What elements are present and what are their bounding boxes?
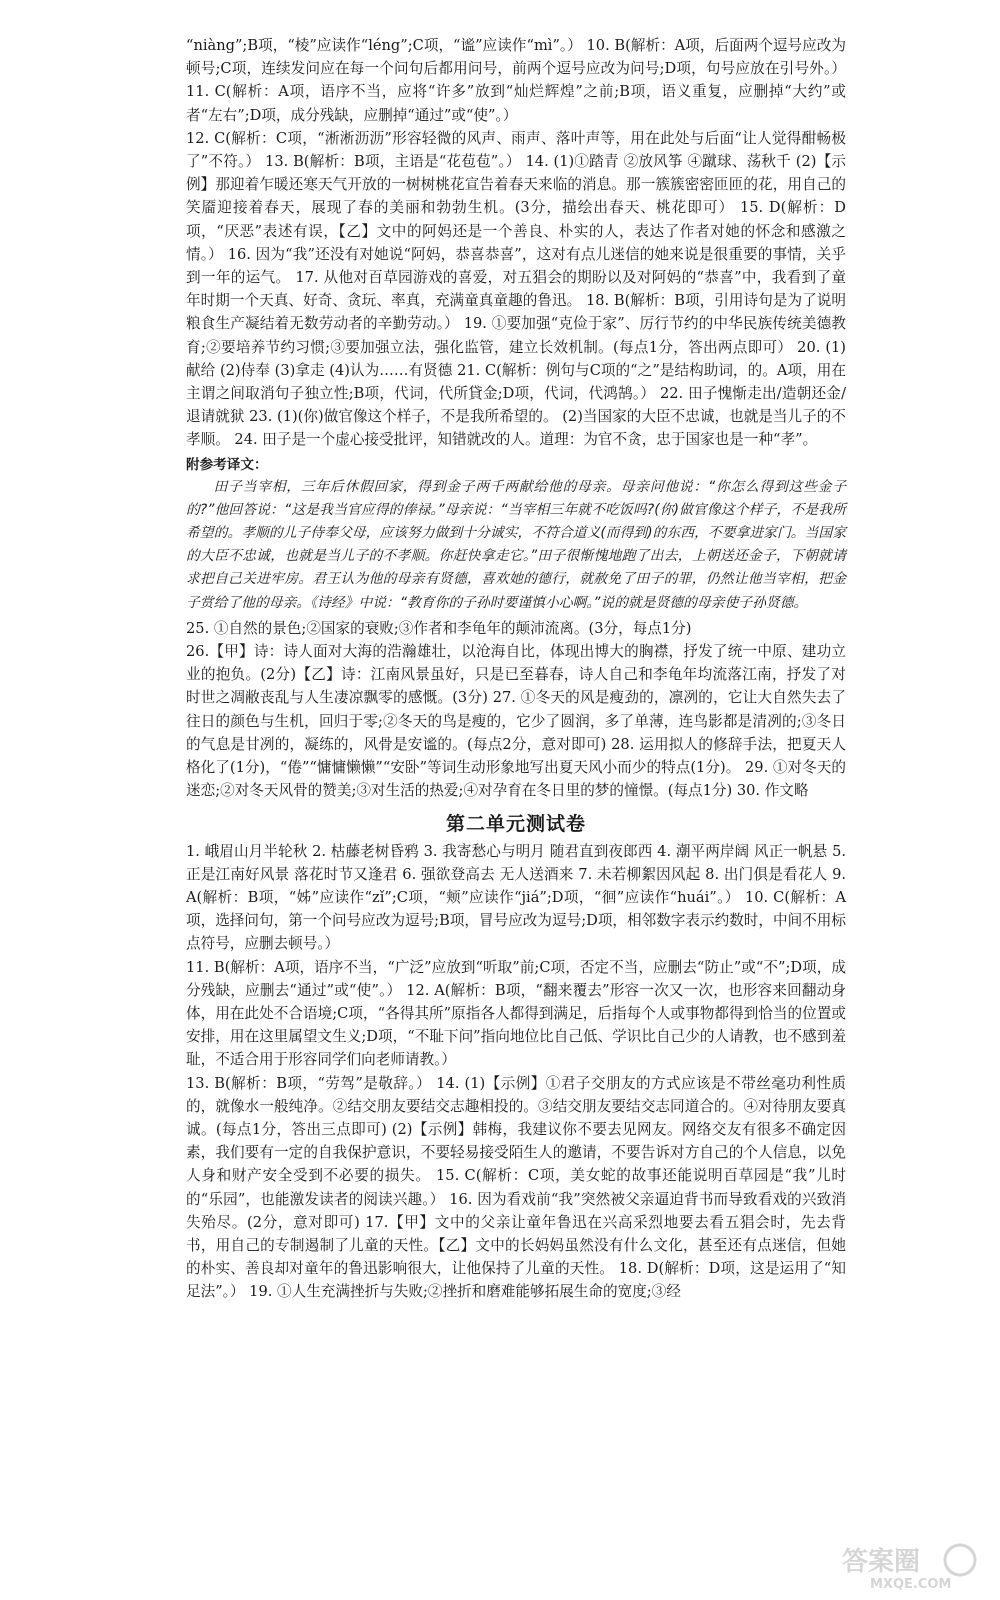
answer-paragraph-4: 26.【甲】诗：诗人面对大海的浩瀚雄壮，以沧海自比，体现出博大的胸襟，抒发了统一中原、建功立业的抱负。(2分)【乙】诗：江南风景虽好，只是已至暮春，诗人自己和李龟年均流落江南，抒发了对时世之凋敝丧乱与人生凄凉飘零的感慨。(3分) 27. ①冬天的风是瘦劲的，凛冽的，它让大自然失去了往日的颜色与生机，回归于零;②冬天的鸟是瘦的，它少了圆润，多了单薄，连鸟影都是清冽的;③冬日的气息是甘冽的，凝练的，风骨是安谧的。(每点2分，意对即可) 28. 运用拟人的修辞手法，把夏天人格化了(1分)，“倦”“慵慵懒懒”“安卧”等词生动形象地写出夏天风小而少的特点(1分)。 29. ①对冬天的迷恋;②对冬天风骨的赞美;③对生活的热爱;④对孕育在冬日里的梦的憧憬。(每点1分) 30. 作文略	[186, 643, 846, 800]
answer-page	[186, 34, 846, 1304]
watermark-circle-icon	[945, 1545, 975, 1575]
answer-paragraph-1: “niàng”;B项，“棱”应读作“léng”;C项，“谧”应读作“mì”。） 10. B(解析：A项，后面两个逗号应改为顿号;C项，连续发问应在每一个问句后都用问号，前两个逗号应改为问号;D项，句号应放在引号外。） 11. C(解析：A项，语序不当，应将“许多”放到“灿烂辉煌”之前;B项，语义重复，应删掉“大约”或者“左右”;D项，成分残缺，应删掉“通过”或“使”。）	[186, 37, 846, 124]
answer-paragraph-7: 13. B(解析：B项，“劳驾”是敬辞。） 14. (1)【示例】①君子交朋友的方式应该是不带丝毫功利性质的，就像水一般纯净。②结交朋友要结交志趣相投的。③结交朋友要结交志同道合的。④对待朋友要真诚。(每点1分，答出三点即可) (2)【示例】韩梅，我建议你不要去见网友。网络交友有很多不确定因素，我们要有一定的自我保护意识，不要轻易接受陌生人的邀请，不要告诉对方自己的个人信息，以免人身和财产安全受到不必要的损失。 15. C(解析：C项，美女蛇的故事还能说明百草园是“我”儿时的“乐园”，也能激发读者的阅读兴趣。） 16. 因为看戏前“我”突然被父亲逼迫背书而导致看戏的兴致消失殆尽。(2分，意对即可) 17.【甲】文中的父亲让童年鲁迅在兴高采烈地要去看五猖会时，先去背书，用自己的专制遏制了儿童的天性。【乙】文中的长妈妈虽然没有什么文化，甚至还有点迷信，但她的朴实、善良却对童年的鲁迅影响很大，让他保持了儿童的天性。 18. D(解析：D项，这是运用了“知足法”。） 19. ①人生充满挫折与失败;②挫折和磨难能够拓展生命的宽度;③经	[186, 1074, 846, 1301]
watermark-main-text: 答案圈	[842, 1547, 921, 1577]
watermark-logo	[838, 1542, 988, 1592]
translation-label: 附参考译文：	[186, 456, 268, 473]
answer-paragraph-3: 25. ①自然的景色;②国家的衰败;③作者和李龟年的颠沛流离。(3分，每点1分)	[186, 619, 692, 637]
answer-paragraph-2: 12. C(解析：C项，“淅淅沥沥”形容轻微的风声、雨声、落叶声等，用在此处与后面“让人觉得酣畅极了”不符。） 13. B(解析：B项，主语是“花苞苞”。） 14. (1)①踏青 ②放风筝 ④蹴球、荡秋千 (2)【示例】那迎着乍暖还寒天气开放的一树树桃花宣告着春天来临的消息。那一簇簇密密匝匝的花，用自己的笑靥迎接着春天，展现了春的美丽和勃勃生机。(3分，描绘出春天、桃花即可） 15. D(解析：D项，“厌恶”表述有误，【乙】文中的阿妈还是一个善良、朴实的人，表达了作者对她的怀念和感激之情。） 16. 因为“我”还没有对她说“阿妈，恭喜恭喜”，这对有点儿迷信的她来说是很重要的事情，关乎到一年的运气。 17. 从他对百草园游戏的喜爱，对五猖会的期盼以及对阿妈的“恭喜”中，我看到了童年时期一个天真、好奇、贪玩、率真，充满童真童趣的鲁迅。 18. B(解析：B项，引用诗句是为了说明粮食生产凝结着无数劳动者的辛勤劳动。） 19. ①要加强“克俭于家”、厉行节约的中华民族传统美德教育;②要培养节约习惯;③要加强立法，强化监管，建立长效机制。(每点1分，答出两点即可） 20. (1)献给 (2)侍奉 (3)拿走 (4)认为……有贤德 21. C(解析：例句与C项的“之”是结构助词，的。A项，用在主谓之间取消句子独立性;B项，代词，代所貸金;D项，代词，代鸿鹄。） 22. 田子愧惭走出/造朝还金/退请就狱 23. (1)(你)做官像这个样子，不是我所希望的。 (2)当国家的大臣不忠诚，也就是当儿子的不孝顺。 24. 田子是一个虚心接受批评，知错就改的人。道理：为官不贪，忠于国家也是一种“孝”。	[186, 129, 846, 449]
reference-translation: 田子当宰相，三年后休假回家，得到金子两千两献给他的母亲。母亲问他说：“你怎么得到这些金子的?”他回答说：“这是我当官应得的俸禄。”母亲说：“当宰相三年就不吃饭吗?(你)做官像这个样子，不是我所希望的。孝顺的儿子侍奉父母，应该努力做到十分诚实，不符合道义(而得到)的东西，不要拿进家门。当国家的大臣不忠诚，也就是当儿子的不孝顺。你赶快拿走它。”田子很惭愧地跑了出去，上朝送还金子，下朝就请求把自己关进牢房。君王认为他的母亲有贤德，喜欢她的德行，就赦免了田子的罪，仍然让他当宰相，把金子赏给了他的母亲。《诗经》中说：“教育你的子孙时要谨慎小心啊。”说的就是贤德的母亲使子孙贤德。	[186, 478, 846, 611]
watermark-sub-text: MXQE.COM	[870, 1577, 952, 1592]
section-title: 第二单元测试卷	[445, 812, 586, 835]
answer-paragraph-6: 11. B(解析：A项，语序不当，“广泛”应放到“听取”前;C项，否定不当，应删去“防止”或“不”;D项，成分残缺，应删去“通过”或“使”。） 12. A(解析：B项，“翻来覆去”形容一次又一次，也形容来回翻动身体，用在此处不合语境;C项，“各得其所”原指各人都得到满足，后指每个人或事物都得到恰当的位置或安排，用在这里属望文生义;D项，“不耻下问”指向地位比自己低、学识比自己少的人请教，也不感到羞耻，不适合用于形容同学们向老师请教。）	[186, 958, 846, 1069]
answer-paragraph-5: 1. 峨眉山月半轮秋 2. 枯藤老树昏鸦 3. 我寄愁心与明月 随君直到夜郎西 4. 潮平两岸阔 风正一帆悬 5. 正是江南好风景 落花时节又逢君 6. 强欲登高去 无人送酒来 7. 未若柳絮因风起 8. 出门俱是看花人 9. A(解析：B项，“姊”应读作“zǐ”;C项，“颊”应读作“jiá”;D项，“徊”应读作“huái”。） 10. C(解析：A项，选择问句，第一个问号应改为逗号;B项，冒号应改为逗号;D项，相邻数字表示约数时，中间不用标点符号，应删去顿号。）	[186, 842, 846, 953]
